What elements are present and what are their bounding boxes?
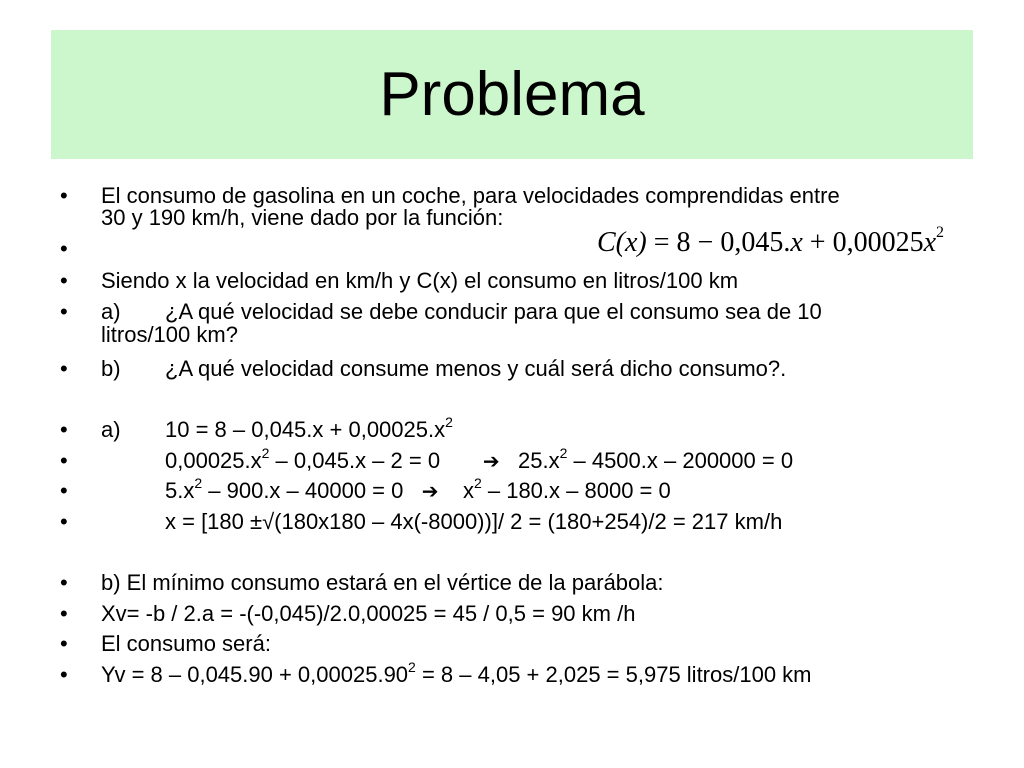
eq-text: – 900.x – 40000 = 0 [202, 478, 404, 503]
eq-exponent: 2 [261, 444, 270, 461]
eq-exponent: 2 [194, 474, 203, 491]
solution-quadratic-formula: x = [180 ±√(180x180 – 4x(-8000))]/ 2 = (180+254)/2 = 217 km/h [165, 509, 783, 534]
bullet-marker: • [60, 601, 68, 626]
eq-text: – 0,045.x – 2 = 0 [269, 448, 441, 473]
title-banner [51, 30, 973, 159]
bullet-marker: • [60, 448, 68, 473]
formula-var: x [923, 227, 937, 258]
question-a-label: a) [101, 299, 121, 324]
bullet-marker: • [60, 183, 68, 208]
eq-exponent: 2 [559, 444, 568, 461]
eq-exponent: 2 [473, 474, 482, 491]
eq-text: = 8 – 4,05 + 2,025 = 5,975 litros/100 km [415, 662, 812, 687]
bullet-marker: • [60, 356, 68, 381]
formula-exponent: 2 [936, 223, 945, 241]
eq-text: 10 = 8 – 0,045.x + 0,00025.x [165, 417, 446, 442]
consumption-label: El consumo será: [101, 631, 271, 656]
variable-definition: Siendo x la velocidad en km/h y C(x) el consumo en litros/100 km [101, 268, 739, 293]
eq-exponent: 2 [408, 658, 416, 675]
formula-part: = 8 − 0,045. [646, 227, 791, 258]
problem-statement-line-1: El consumo de gasolina en un coche, para velocidades comprendidas entre [101, 183, 840, 208]
eq-text: 25.x [517, 448, 560, 473]
formula-part: + 0,00025 [802, 227, 924, 258]
slide-title: Problema [379, 59, 645, 129]
bullet-marker: • [60, 236, 68, 261]
question-b-label: b) [101, 356, 121, 381]
eq-text: – 180.x – 8000 = 0 [481, 478, 671, 503]
formula-lhs: C(x) [597, 227, 647, 258]
eq-exponent: 2 [445, 413, 453, 430]
right-arrow-icon: ➔ [482, 451, 500, 473]
solution-a-equation [165, 413, 453, 442]
problem-statement-line-2: 30 y 190 km/h, viene dado por la función: [101, 205, 504, 230]
bullet-marker: • [60, 570, 68, 595]
solution-b-intro: b) El mínimo consumo estará en el vértice de la parábola: [101, 570, 664, 595]
eq-text: – 4500.x – 200000 = 0 [567, 448, 794, 473]
bullet-marker: • [60, 478, 68, 503]
bullet-marker: • [60, 631, 68, 656]
bullet-marker: • [60, 268, 68, 293]
vertex-x: Xv= -b / 2.a = -(-0,045)/2.0,00025 = 45 / 0,5 = 90 km /h [101, 601, 636, 626]
eq-text: 5.x [165, 478, 195, 503]
solution-step-2 [165, 444, 794, 475]
eq-text: Yv = 8 – 0,045.90 + 0,00025.90 [101, 662, 409, 687]
vertex-y [101, 658, 812, 687]
solution-a-label: a) [101, 417, 121, 442]
consumption-formula [597, 223, 945, 258]
bullet-marker: • [60, 299, 68, 324]
eq-text: x [462, 478, 474, 503]
question-b-text: ¿A qué velocidad consume menos y cuál será dicho consumo?. [165, 356, 787, 381]
formula-var: x [790, 227, 803, 258]
question-a-line-1: ¿A qué velocidad se debe conducir para que el consumo sea de 10 [165, 299, 822, 324]
bullet-marker: • [60, 662, 68, 687]
solution-step-3 [165, 474, 671, 505]
bullet-marker: • [60, 509, 68, 534]
question-a-line-2: litros/100 km? [101, 322, 238, 347]
right-arrow-icon: ➔ [421, 481, 439, 503]
eq-text: 0,00025.x [165, 448, 262, 473]
bullet-marker: • [60, 417, 68, 442]
